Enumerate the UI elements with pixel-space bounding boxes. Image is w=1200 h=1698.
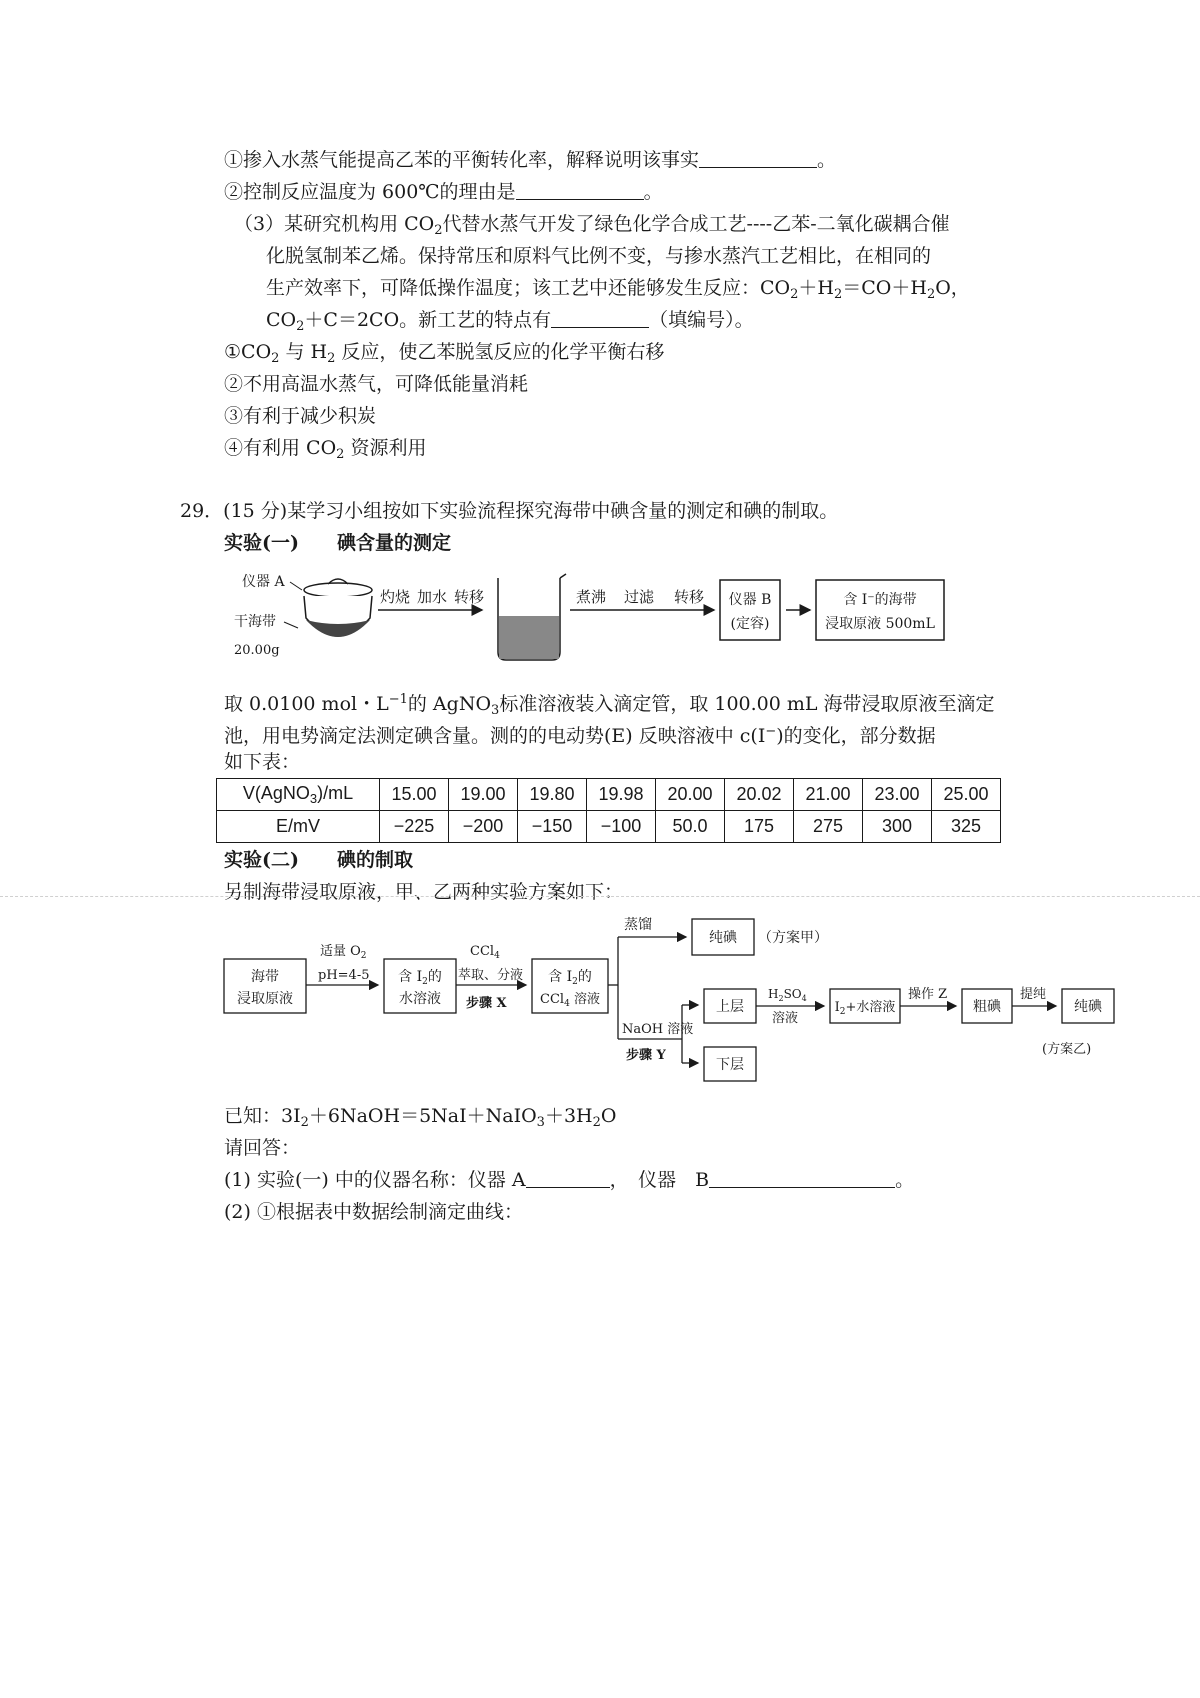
svg-text:萃取、分液: 萃取、分液	[458, 968, 524, 983]
table-cell: 50.0	[656, 811, 725, 843]
procedure-line-3: 如下表：	[224, 751, 301, 773]
potential-header: E/mV	[217, 811, 380, 843]
option-3: ③有利于减少积炭	[224, 405, 377, 427]
known-equation: 已知：$3I_2+6NaOH=5NaI+NaIO_3+3H_2O$	[224, 1105, 617, 1130]
svg-text:上层: 上层	[716, 999, 744, 1015]
option-1: $①CO_2$ 与 $H_2$ 反应，使乙苯脱氢反应的化学平衡右移	[224, 341, 665, 366]
table-cell: −200	[449, 811, 518, 843]
svg-text:浸取原液 500mL: 浸取原液 500mL	[825, 616, 935, 632]
table-cell: 23.00	[863, 779, 932, 811]
question-29-1: (1) 实验(一) 中的仪器名称：仪器 A ， 仪器 B 。	[224, 1169, 915, 1191]
svg-text:步骤 Y: 步骤 Y	[626, 1048, 666, 1063]
answer-blank[interactable]	[551, 309, 649, 328]
table-cell: 175	[725, 811, 794, 843]
experiment-2-intro: 另制海带浸取原液，甲、乙两种实验方案如下：	[224, 881, 624, 903]
procedure-line-1: 取 0.0100 mol・$L^{-1}$的 AgNO$_3$标准溶液装入滴定管，取 100.00 mL 海带浸取原液至滴定	[224, 692, 995, 718]
svg-text:提纯: 提纯	[1020, 987, 1047, 1002]
svg-text:CCl4 溶液: CCl$_4$ 溶液	[540, 992, 600, 1009]
question-29-2: (2) ①根据表中数据绘制滴定曲线：	[224, 1201, 523, 1223]
crucible-icon	[304, 579, 372, 637]
titration-data-table	[216, 778, 1001, 843]
table-cell: 15.00	[380, 779, 449, 811]
beaker-icon	[498, 574, 566, 660]
svg-text:转移: 转移	[454, 588, 485, 606]
svg-text:转移: 转移	[674, 588, 705, 606]
svg-text:含 I⁻的海带: 含 I⁻的海带	[843, 592, 917, 608]
svg-text:海带: 海带	[251, 969, 279, 985]
experiment-2-title: 实验(二) 碘的制取	[224, 849, 413, 871]
question-29-header: 29．(15 分)某学习小组按如下实验流程探究海带中碘含量的测定和碘的制取。	[180, 500, 839, 522]
table-cell: 325	[932, 811, 1001, 843]
table-cell: 19.80	[518, 779, 587, 811]
svg-text:（方案甲）: （方案甲）	[758, 930, 828, 946]
svg-text:pH=4-5: pH=4-5	[318, 968, 370, 983]
table-cell: 25.00	[932, 779, 1001, 811]
volume-header: V(AgNO$_3$)/mL	[217, 779, 380, 811]
table-cell: 275	[794, 811, 863, 843]
svg-text:煮沸: 煮沸	[576, 588, 607, 606]
svg-text:水溶液: 水溶液	[399, 991, 441, 1007]
table-cell: 20.00	[656, 779, 725, 811]
mass-label: 20.00g	[234, 643, 280, 658]
question-3-line-3: 生产效率下，可降低操作温度；该工艺中还能够发生反应：$CO_2+H_2=CO+H_2O$，	[266, 277, 970, 302]
svg-text:(定容): (定容)	[730, 616, 770, 632]
svg-text:溶液: 溶液	[772, 1011, 799, 1026]
instrument-b-blank[interactable]	[709, 1169, 895, 1188]
answer-prompt: 请回答：	[224, 1137, 301, 1159]
table-cell: −150	[518, 811, 587, 843]
svg-text:粗碘: 粗碘	[973, 999, 1001, 1015]
sub-question-1: ①掺入水蒸气能提高乙苯的平衡转化率，解释说明该事实 。	[224, 149, 837, 171]
svg-text:含 I2的: 含 $I_2$的	[548, 969, 592, 987]
dry-kelp-label: 干海带	[234, 614, 276, 630]
svg-text:纯碘: 纯碘	[1074, 999, 1102, 1015]
svg-text:NaOH 溶液: NaOH 溶液	[622, 1022, 694, 1037]
table-row-potential	[217, 811, 1001, 843]
svg-text:含 I2的: 含 $I_2$的	[398, 969, 442, 987]
svg-text:加水: 加水	[417, 588, 448, 606]
question-3-line-2: 化脱氢制苯乙烯。保持常压和原料气比例不变，与掺水蒸汽工艺相比，在相同的	[266, 245, 932, 267]
instrument-a-label: 仪器 A	[242, 574, 285, 590]
table-cell: 19.00	[449, 779, 518, 811]
svg-text:I2+水溶液: $I_2+$水溶液	[834, 1000, 896, 1017]
table-cell: −225	[380, 811, 449, 843]
table-cell: 20.02	[725, 779, 794, 811]
svg-text:浸取原液: 浸取原液	[237, 991, 293, 1007]
instrument-a-blank[interactable]	[526, 1169, 610, 1188]
svg-text:H2SO4: $H_2SO_4$	[768, 987, 807, 1003]
svg-text:过滤: 过滤	[624, 588, 655, 606]
svg-text:下层: 下层	[716, 1057, 744, 1073]
question-3-line-1: （3）某研究机构用 $CO_2$代替水蒸气开发了绿色化学合成工艺----乙苯-二氧化碳耦合催	[234, 213, 950, 238]
svg-text:纯碘: 纯碘	[709, 930, 737, 946]
table-cell: −100	[587, 811, 656, 843]
table-cell: 300	[863, 811, 932, 843]
svg-text:蒸馏: 蒸馏	[624, 917, 652, 933]
svg-text:步骤 X: 步骤 X	[466, 996, 507, 1011]
svg-text:灼烧: 灼烧	[380, 588, 411, 606]
answer-blank[interactable]	[699, 149, 817, 168]
option-4: ④有利用 $CO_2$ 资源利用	[224, 437, 427, 462]
table-cell: 21.00	[794, 779, 863, 811]
page-break	[0, 896, 1200, 897]
iodine-measurement-flowchart	[220, 570, 1040, 670]
answer-blank[interactable]	[516, 181, 644, 200]
sub-question-2: ②控制反应温度为 600℃的理由是 。	[224, 181, 663, 203]
question-3-line-4: $CO_2+C=2CO$。新工艺的特点有 （填编号）。	[266, 309, 754, 334]
svg-text:适量 O2: 适量 $O_2$	[320, 944, 367, 961]
iodine-preparation-flowchart	[220, 915, 1120, 1090]
experiment-1-title: 实验(一) 碘含量的测定	[224, 532, 451, 554]
svg-text:(方案乙): (方案乙)	[1042, 1042, 1092, 1057]
table-row-volume	[217, 779, 1001, 811]
svg-text:仪器 B: 仪器 B	[728, 592, 772, 608]
svg-text:操作 Z: 操作 Z	[908, 987, 948, 1002]
svg-text:CCl4: CCl$_4$	[470, 944, 500, 961]
procedure-line-2: 池，用电势滴定法测定碘含量。测的的电动势(E) 反映溶液中 c(I−)的变化，部分数据	[224, 724, 936, 747]
option-2: ②不用高温水蒸气，可降低能量消耗	[224, 373, 529, 395]
table-cell: 19.98	[587, 779, 656, 811]
